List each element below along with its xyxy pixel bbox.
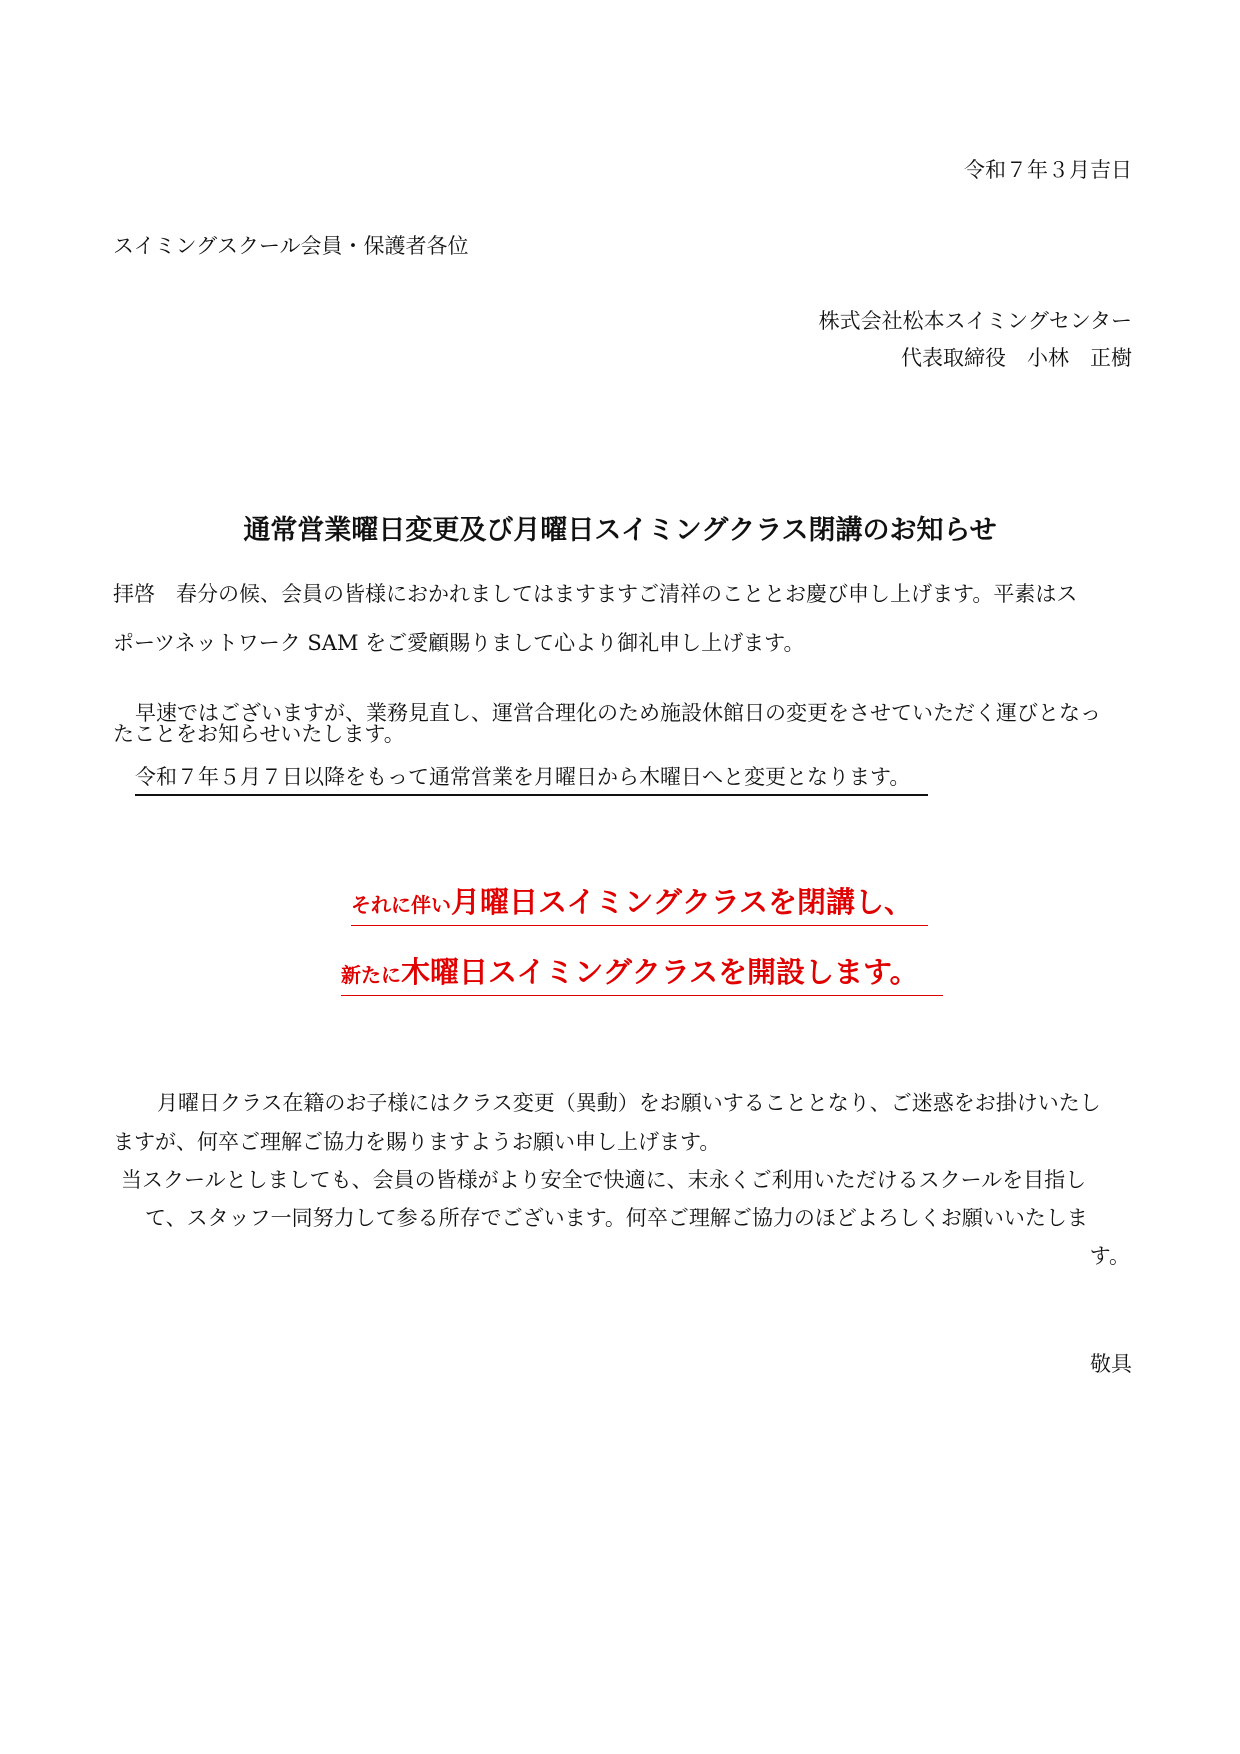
opening-announcement-main: 木曜日スイミングクラスを開設します。 xyxy=(401,955,919,989)
opening-announcement-prefix: 新たに xyxy=(341,963,401,987)
closing-word: 敬具 xyxy=(1090,1352,1132,1376)
date: 令和７年３月吉日 xyxy=(964,158,1132,182)
company-name: 株式会社松本スイミングセンター xyxy=(818,309,1132,333)
paragraph-line: 当スクールとしましても、会員の皆様がより安全で快適に、末永くご利用いただけるスクールを目指し xyxy=(121,1168,1087,1192)
recipient: スイミングスクール会員・保護者各位 xyxy=(113,234,469,258)
body-line: 早速ではございますが、業務見直し、運営合理化のため施設休館日の変更をさせていただく運びとなっ xyxy=(135,701,1101,725)
paragraph-line: 月曜日クラス在籍のお子様にはクラス変更（異動）をお願いすることとなり、ご迷惑をお掛けいたし xyxy=(157,1091,1101,1115)
closing-announcement xyxy=(351,880,928,926)
body-line: 拝啓 春分の候、会員の皆様におかれましてはますますご清祥のこととお慶び申し上げます。平素はス xyxy=(113,582,1078,606)
paragraph-line: ますが、何卒ご理解ご協力を賜りますようお願い申し上げます。 xyxy=(113,1130,721,1154)
paragraph-line: す。 xyxy=(1089,1244,1130,1268)
closing-announcement-prefix: それに伴い xyxy=(351,893,451,917)
notice-title: 通常営業曜日変更及び月曜日スイミングクラス閉講のお知らせ xyxy=(243,515,997,546)
body-line: ポーツネットワーク SAM をご愛顧賜りまして心より御礼申し上げます。 xyxy=(113,631,805,655)
schedule-change-statement: 令和７年５月７日以降をもって通常営業を月曜日から木曜日へと変更となります。 xyxy=(135,761,928,796)
representative-name: 代表取締役 小林 正樹 xyxy=(901,346,1132,370)
closing-announcement-main: 月曜日スイミングクラスを閉講し、 xyxy=(451,885,913,919)
body-line: たことをお知らせいたします。 xyxy=(113,722,405,746)
paragraph-line: て、スタッフ一同努力して参る所存でございます。何卒ご理解ご協力のほどよろしくお願いいたしま xyxy=(145,1206,1088,1230)
opening-announcement xyxy=(341,950,943,996)
